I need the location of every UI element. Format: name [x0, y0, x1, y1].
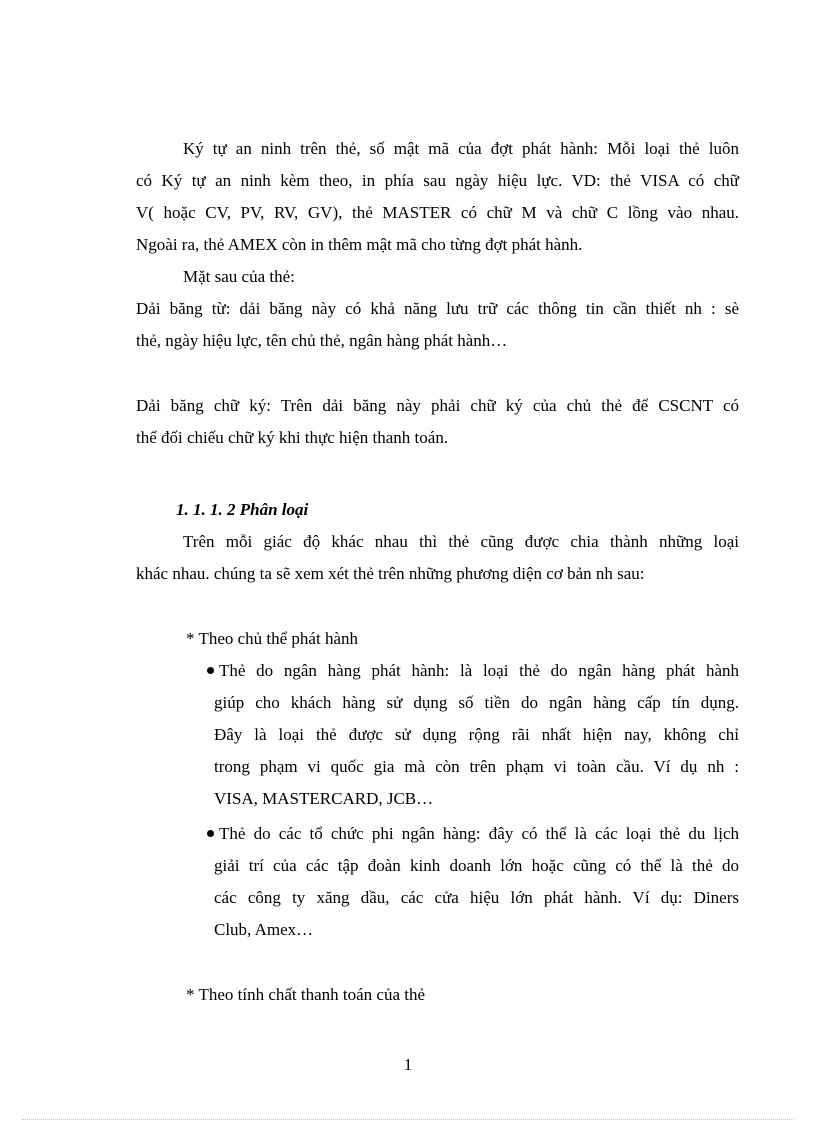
- by-payment-title: * Theo tính chất thanh toán của thẻ: [186, 985, 426, 1004]
- paragraph-security-code-line-4: Ngoài ra, thẻ AMEX còn in thêm mật mã cho từng đợt phát hành.: [136, 235, 583, 254]
- classification-intro-line-2: khác nhau. chúng ta sẽ xem xét thẻ trên những phương diện cơ bản nh sau:: [136, 564, 645, 583]
- bullet-1-line-3: Đây là loại thẻ được sử dụng rộng rãi nhất hiện nay, không chỉ: [214, 725, 739, 744]
- magnetic-stripe-line-1: Dải băng từ: dải băng này có khả năng lưu trữ các thông tin cần thiết nh : sè: [136, 299, 739, 318]
- bullet-1-line-1: Thẻ do ngân hàng phát hành: là loại thẻ do ngân hàng phát hành: [219, 661, 739, 680]
- back-side-title: Mặt sau của thẻ:: [183, 267, 295, 286]
- signature-strip-line-2: thể đối chiếu chữ ký khi thực hiện thanh toán.: [136, 428, 449, 447]
- bullet-2-line-2: giải trí của các tập đoàn kinh doanh lớn hoặc cũng có thể là thẻ do: [214, 856, 739, 875]
- paragraph-security-code-line-1: Ký tự an ninh trên thẻ, số mật mã của đợt phát hành: Mỗi loại thẻ luôn: [183, 139, 739, 158]
- bullet-2-marker: [207, 830, 214, 837]
- by-issuer-title: * Theo chủ thể phát hành: [186, 629, 359, 648]
- bullet-1-line-2: giúp cho khách hàng sử dụng số tiền do ngân hàng cấp tín dụng.: [214, 693, 739, 712]
- signature-strip-line-1: Dải băng chữ ký: Trên dải băng này phải chữ ký của chủ thẻ để CSCNT có: [136, 396, 739, 415]
- paragraph-security-code-line-2: có Ký tự an ninh kèm theo, in phía sau ngày hiệu lực. VD: thẻ VISA có chữ: [136, 171, 739, 190]
- magnetic-stripe-line-2: thẻ, ngày hiệu lực, tên chủ thẻ, ngân hàng phát hành…: [136, 331, 508, 350]
- footer-divider: [22, 1119, 794, 1120]
- bullet-1-line-5: VISA, MASTERCARD, JCB…: [214, 789, 434, 808]
- paragraph-security-code-line-3: V( hoặc CV, PV, RV, GV), thẻ MASTER có chữ M và chữ C lồng vào nhau.: [136, 203, 739, 222]
- section-heading: 1. 1. 1. 2 Phân loại: [176, 500, 309, 519]
- page-number: 1: [403, 1055, 413, 1074]
- bullet-1-marker: [207, 667, 214, 674]
- bullet-1-line-4: trong phạm vi quốc gia mà còn trên phạm vi toàn cầu. Ví dụ nh :: [214, 757, 739, 776]
- classification-intro-line-1: Trên mỗi giác độ khác nhau thì thẻ cũng được chia thành những loại: [183, 532, 739, 551]
- bullet-2-line-4: Club, Amex…: [214, 920, 314, 939]
- bullet-2-line-1: Thẻ do các tổ chức phi ngân hàng: đây có thể là các loại thẻ du lịch: [219, 824, 739, 843]
- bullet-2-line-3: các công ty xăng dầu, các cửa hiệu lớn phát hành. Ví dụ: Diners: [214, 888, 739, 907]
